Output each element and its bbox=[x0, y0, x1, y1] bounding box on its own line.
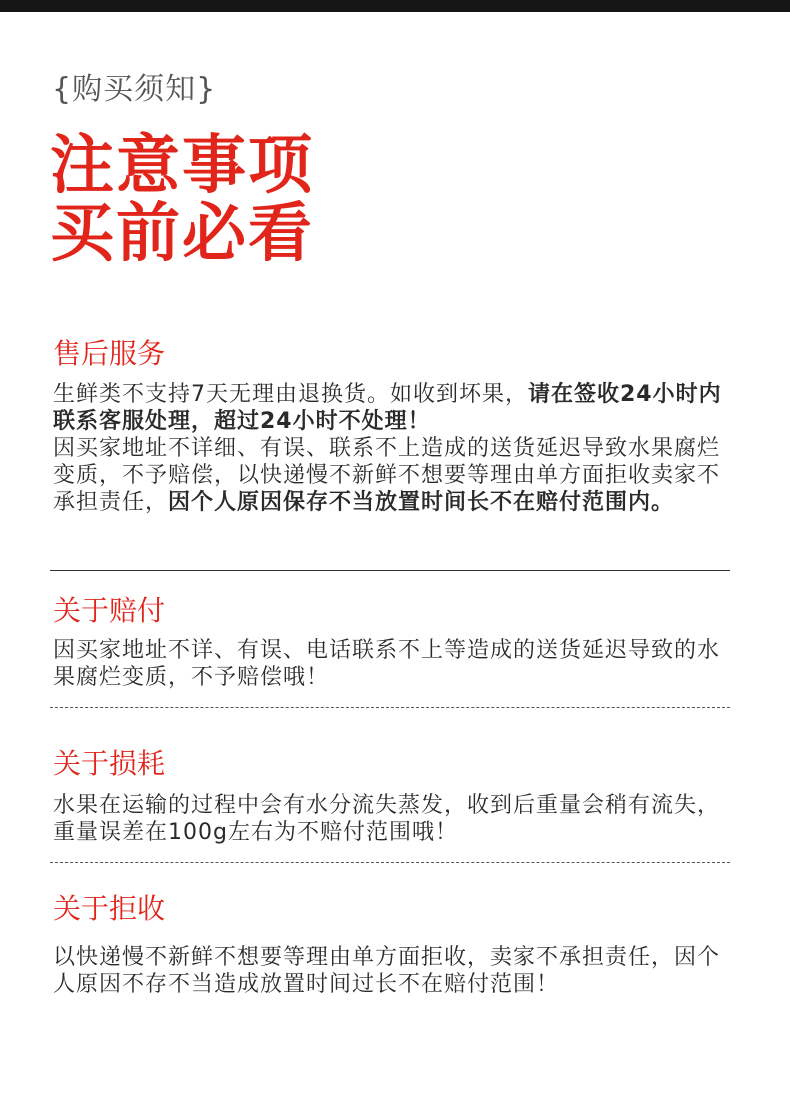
rejection-text: 以快递慢不新鲜不想要等理由单方面拒收，卖家不承担责任，因个人原因不存不当造成放置时间过长不在赔付范围！ bbox=[53, 945, 721, 997]
headline-line-2: 买前必看 bbox=[50, 197, 314, 271]
after-sales-text-2: 因买家地址不详细、有误、联系不上造成的送货延迟导致水果腐烂变质，不予赔偿，以快递慢不新鲜不想要等理由单方面拒收卖家不承担责任， bbox=[53, 436, 721, 515]
headline-line-1: 注意事项 bbox=[50, 129, 314, 203]
divider-solid bbox=[50, 570, 730, 571]
compensation-text: 因买家地址不详、有误、电话联系不上等造成的送货延迟导致的水果腐烂变质，不予赔偿哦！ bbox=[53, 638, 721, 690]
divider-dashed-1 bbox=[50, 707, 730, 708]
after-sales-title: 售后服务 bbox=[53, 337, 166, 370]
rejection-title: 关于拒收 bbox=[53, 892, 166, 925]
top-bar bbox=[0, 0, 790, 12]
loss-text: 水果在运输的过程中会有水分流失蒸发，收到后重量会稍有流失，重量误差在100g左右为不赔付范围哦！ bbox=[53, 793, 721, 845]
divider-dashed-2 bbox=[50, 862, 730, 863]
after-sales-bold-2: 因个人原因保存不当放置时间长不在赔付范围内。 bbox=[168, 490, 675, 515]
after-sales-bold-1: 请在签收24小时内联系客服处理，超过24小时不处理！ bbox=[53, 382, 722, 434]
page-subtitle: {购买须知} bbox=[52, 72, 217, 107]
after-sales-text bbox=[53, 381, 733, 516]
after-sales-text-1: 生鲜类不支持7天无理由退换货。如收到坏果， bbox=[53, 382, 528, 407]
compensation-title: 关于赔付 bbox=[53, 594, 166, 627]
loss-title: 关于损耗 bbox=[53, 747, 166, 780]
